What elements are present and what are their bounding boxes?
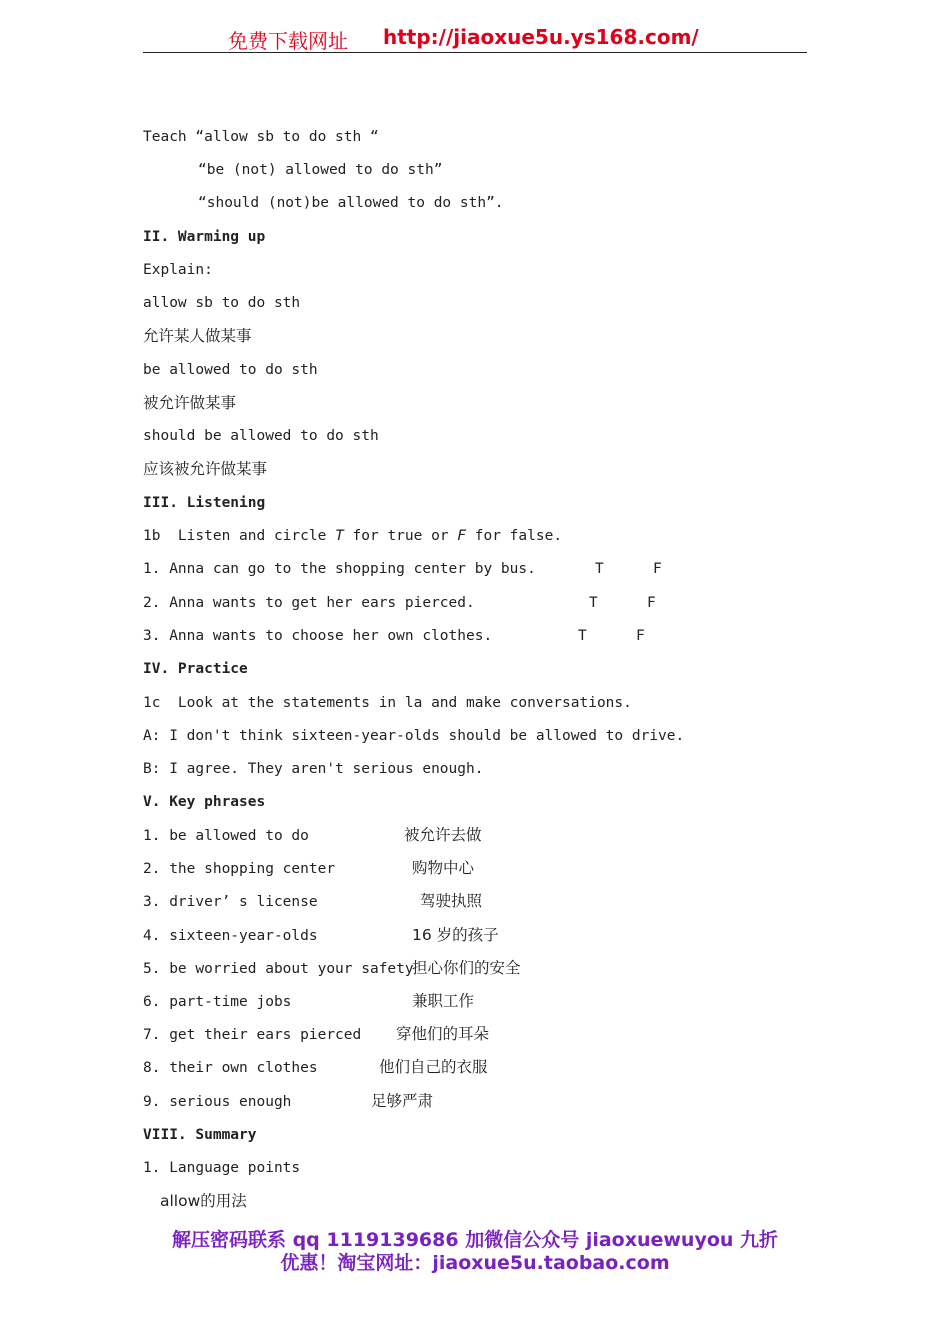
phrase-en: 2. the shopping center bbox=[143, 861, 336, 877]
instruction-text: for true or bbox=[343, 528, 458, 544]
phrase-en: 6. part-time jobs bbox=[143, 994, 292, 1010]
false-option[interactable]: F bbox=[636, 628, 645, 644]
header-label: 免费下载网址 bbox=[228, 29, 348, 53]
phrase-cn: 担心你们的安全 bbox=[412, 959, 521, 977]
teach-line-3: “should (not)be allowed to do sth”. bbox=[198, 195, 504, 211]
phrases-heading: V. Key phrases bbox=[143, 794, 266, 810]
phrase-en: 5. be worried about your safety bbox=[143, 961, 414, 977]
warming-item-cn: 应该被允许做某事 bbox=[143, 460, 268, 478]
listening-item: 1. Anna can go to the shopping center by bus. bbox=[143, 561, 536, 577]
phrase-en: 4. sixteen-year-olds bbox=[143, 928, 318, 944]
phrase-cn: 购物中心 bbox=[412, 859, 475, 877]
phrase-cn: 被允许去做 bbox=[404, 826, 482, 844]
instruction-f: F bbox=[457, 528, 467, 544]
summary-usage: allow的用法 bbox=[160, 1192, 247, 1210]
warming-item-en: be allowed to do sth bbox=[143, 362, 318, 378]
page-header bbox=[143, 22, 807, 53]
summary-point: 1. Language points bbox=[143, 1160, 301, 1176]
instruction-text: for false. bbox=[466, 528, 563, 544]
phrase-en: 7. get their ears pierced bbox=[143, 1027, 362, 1043]
warming-item-cn: 被允许做某事 bbox=[143, 394, 237, 412]
instruction-t: T bbox=[335, 528, 344, 544]
listening-heading: III. Listening bbox=[143, 495, 266, 511]
explain-label: Explain: bbox=[143, 262, 213, 278]
instruction-text: 1b Listen and circle bbox=[143, 528, 336, 544]
footer-line-1: 解压密码联系 qq 1119139686 加微信公众号 jiaoxuewuyou 九折 bbox=[171, 1229, 779, 1251]
warming-heading: II. Warming up bbox=[143, 229, 266, 245]
listening-instruction bbox=[143, 526, 562, 546]
phrase-cn: 驾驶执照 bbox=[420, 892, 483, 910]
phrase-en: 8. their own clothes bbox=[143, 1060, 318, 1076]
warming-item-en: allow sb to do sth bbox=[143, 295, 301, 311]
practice-heading: IV. Practice bbox=[143, 661, 248, 677]
phrase-cn: 穿他们的耳朵 bbox=[396, 1025, 490, 1043]
true-option[interactable]: T bbox=[589, 595, 598, 611]
false-option[interactable]: F bbox=[653, 561, 662, 577]
phrase-cn: 他们自己的衣服 bbox=[379, 1058, 488, 1076]
phrase-en: 3. driver’ s license bbox=[143, 894, 318, 910]
listening-item: 3. Anna wants to choose her own clothes. bbox=[143, 628, 493, 644]
summary-heading: VIII. Summary bbox=[143, 1127, 257, 1143]
true-option[interactable]: T bbox=[578, 628, 587, 644]
phrase-cn: 兼职工作 bbox=[412, 992, 475, 1010]
listening-item: 2. Anna wants to get her ears pierced. bbox=[143, 595, 475, 611]
false-option[interactable]: F bbox=[647, 595, 656, 611]
header-url-link[interactable]: http://jiaoxue5u.ys168.com/ bbox=[383, 25, 699, 49]
phrase-en: 9. serious enough bbox=[143, 1094, 292, 1110]
phrase-cn: 16 岁的孩子 bbox=[412, 926, 499, 944]
teach-line-2: “be (not) allowed to do sth” bbox=[198, 162, 443, 178]
phrase-cn: 足够严肃 bbox=[371, 1092, 434, 1110]
warming-item-en: should be allowed to do sth bbox=[143, 428, 379, 444]
footer-line-2: 优惠！淘宝网址：jiaoxue5u.taobao.com bbox=[280, 1252, 670, 1274]
teach-line-1: Teach “allow sb to do sth “ bbox=[143, 129, 379, 145]
dialogue-line-a: A: I don't think sixteen-year-olds should be allowed to drive. bbox=[143, 728, 685, 744]
phrase-en: 1. be allowed to do bbox=[143, 828, 309, 844]
warming-item-cn: 允许某人做某事 bbox=[143, 327, 252, 345]
practice-instruction: 1c Look at the statements in la and make conversations. bbox=[143, 695, 632, 711]
dialogue-line-b: B: I agree. They aren't serious enough. bbox=[143, 761, 484, 777]
true-option[interactable]: T bbox=[595, 561, 604, 577]
